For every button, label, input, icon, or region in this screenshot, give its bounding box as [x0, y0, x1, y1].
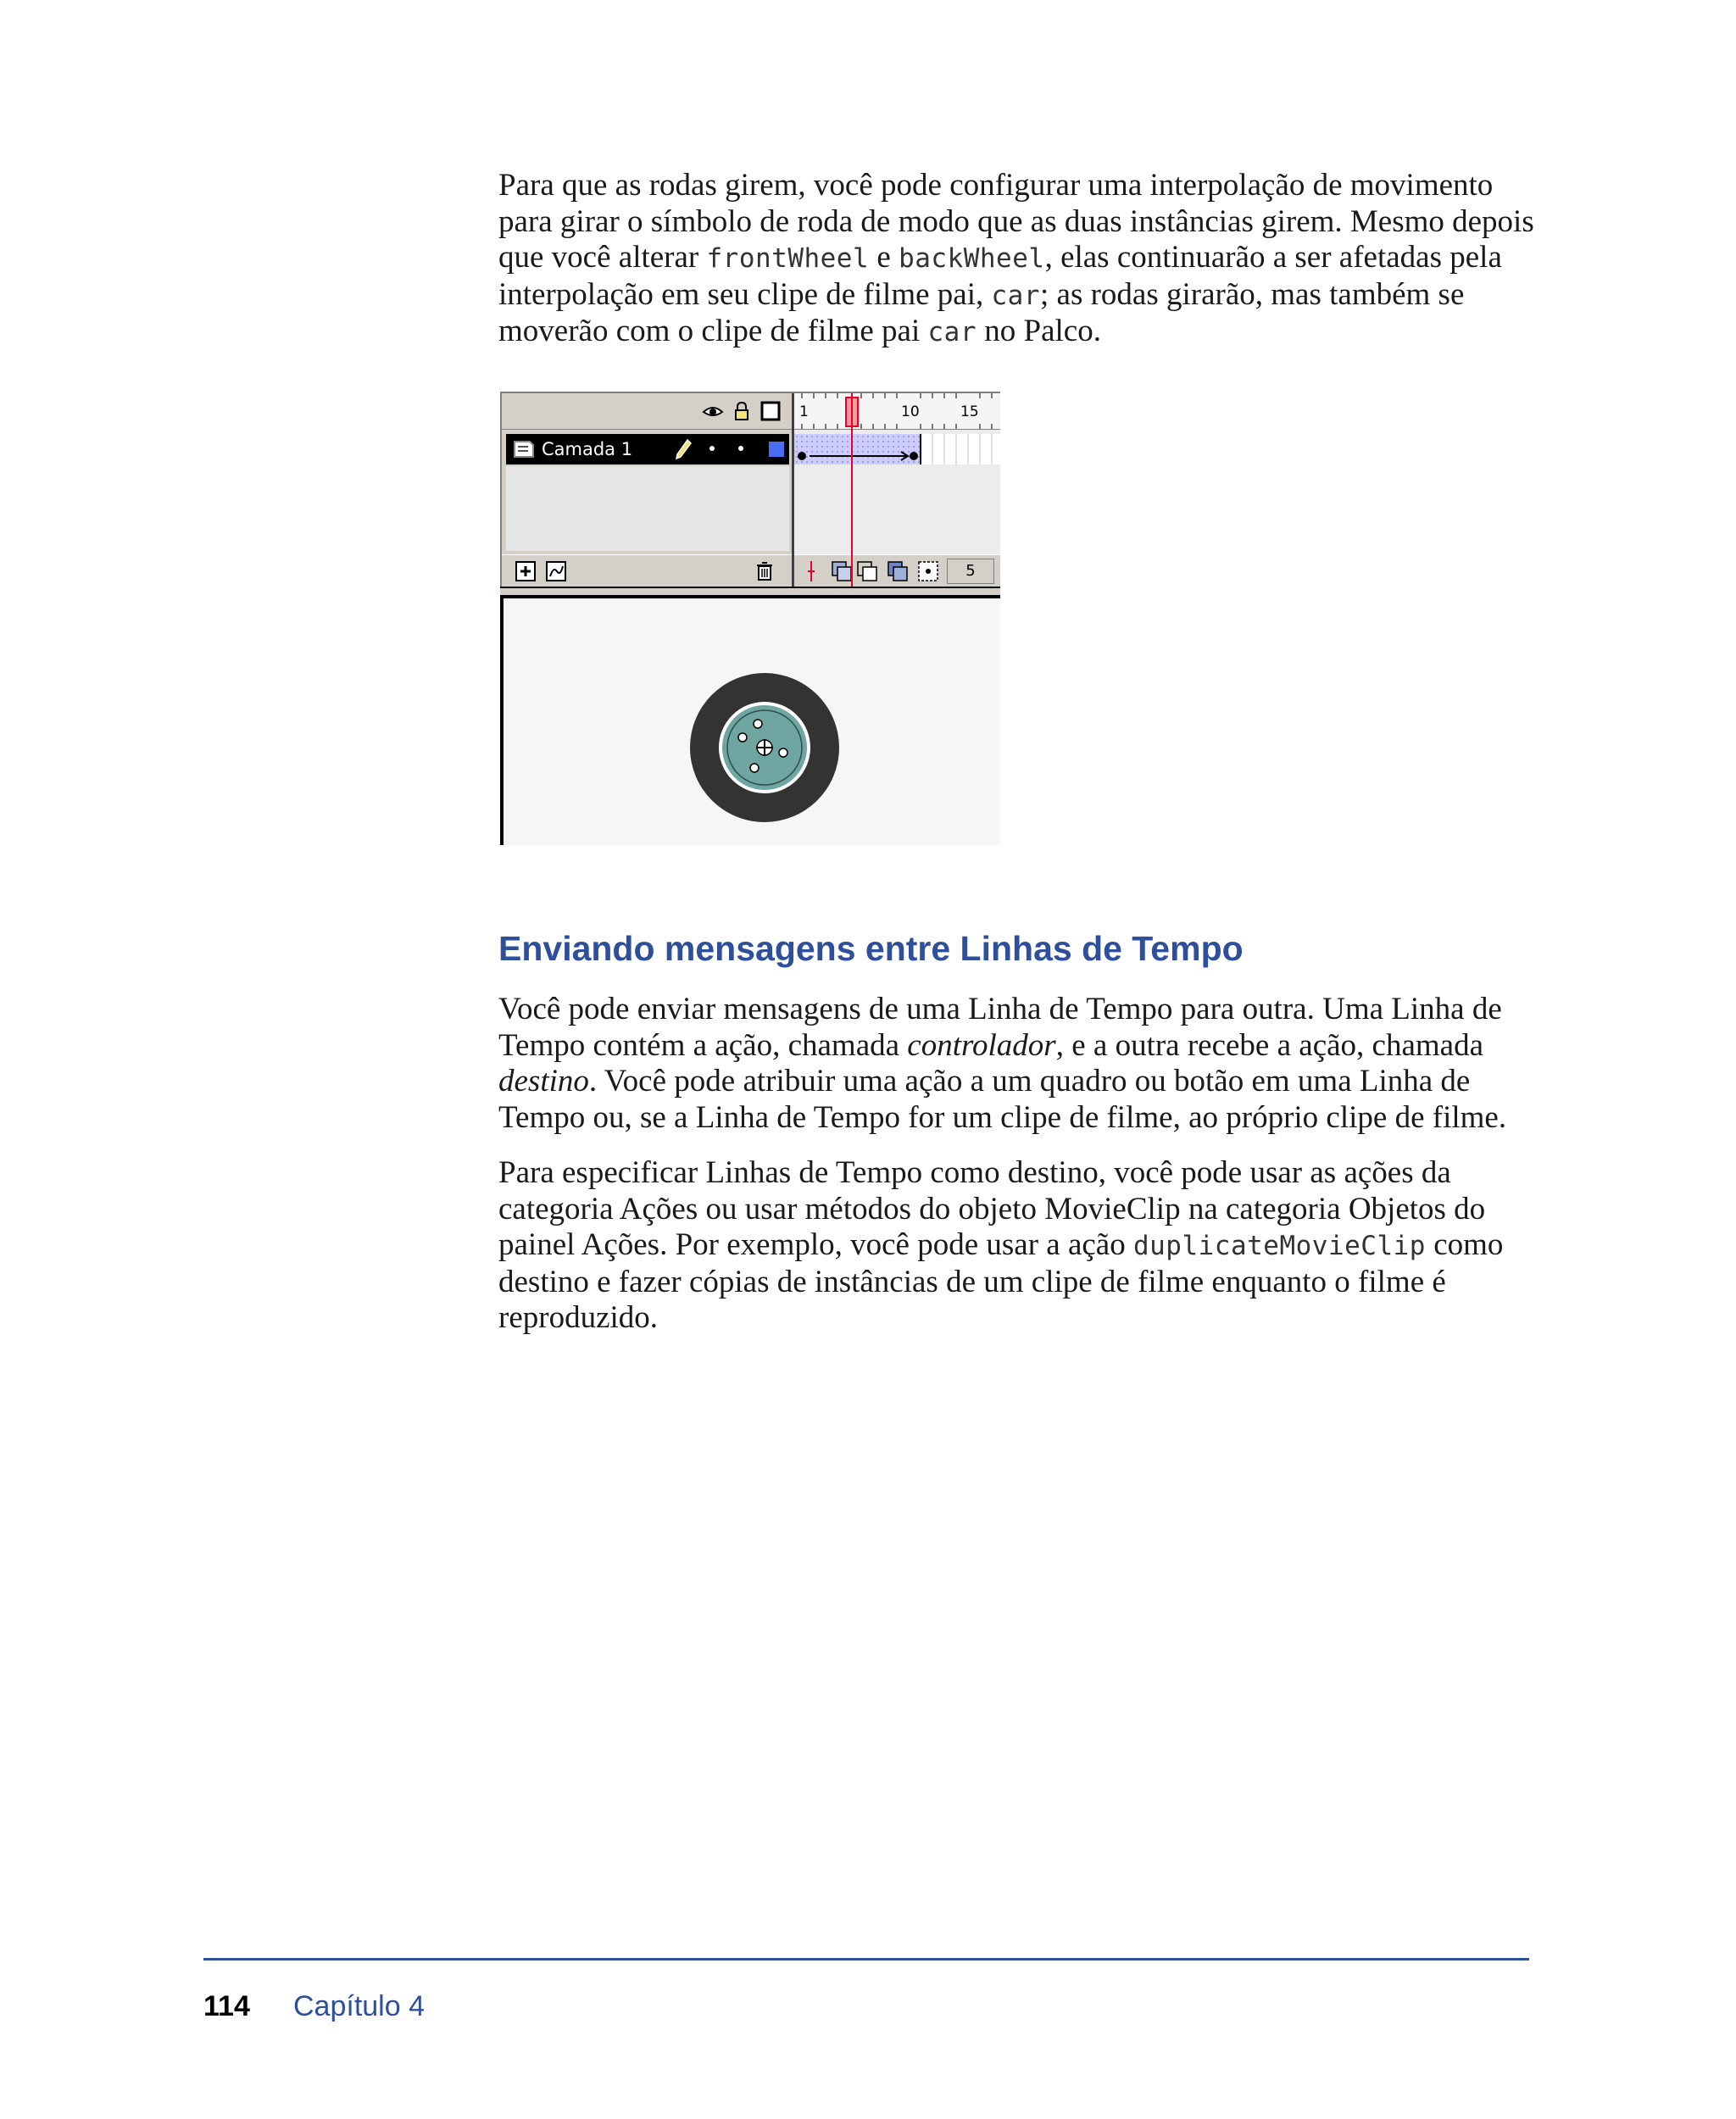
paragraph-targets [498, 1155, 1543, 1337]
center-frame-icon[interactable] [799, 559, 823, 583]
ruler-label: 1 [799, 403, 809, 420]
code-duplicatemovieclip: duplicateMovieClip [1132, 1231, 1426, 1261]
frame-ruler[interactable] [794, 393, 1000, 430]
layers-footer [502, 554, 792, 587]
text-span: ; as rodas girarão, mas também se moverão com o clipe de filme pai [498, 276, 1465, 348]
add-layer-icon[interactable] [514, 559, 537, 583]
trash-icon[interactable] [753, 559, 776, 583]
empty-frames [921, 434, 1000, 464]
text-span: e [869, 240, 899, 275]
code-car: car [927, 317, 977, 348]
motion-tween-span[interactable] [794, 434, 921, 464]
term-destino: destino [498, 1064, 589, 1098]
page-number: 114 [203, 1990, 250, 2022]
paragraph-intro [498, 168, 1543, 351]
tween-arrow [794, 434, 920, 464]
text-span: Para que as rodas girem, você pode configurar uma interpolação de movimento para girar o símbolo de roda de modo que as duas instâncias girem. Mesmo depois que você alterar [498, 168, 1534, 275]
playhead-line [851, 393, 853, 587]
add-guide-layer-icon[interactable] [544, 559, 568, 583]
text-span: Você pode enviar mensagens de uma Linha de Tempo para outra. Uma Linha de Tempo contém a ação, chamada [498, 992, 1502, 1063]
code-frontwheel: frontWheel [706, 243, 870, 274]
text-span: como destino e fazer cópias de instâncias de um clipe de filme enquanto o filme é reproduzido. [498, 1227, 1504, 1335]
lock-icon[interactable] [731, 400, 753, 422]
stage-separator [500, 587, 1000, 595]
layer-row[interactable] [506, 434, 789, 464]
modify-onion-markers-icon[interactable] [916, 559, 940, 583]
text-span: no Palco. [976, 314, 1101, 348]
pencil-icon [674, 438, 693, 460]
edit-multiple-frames-icon[interactable] [886, 559, 910, 583]
frame-row[interactable] [794, 434, 1000, 464]
ruler-label: 15 [960, 403, 979, 420]
frames-pane [794, 393, 1000, 587]
text-span: , e a outra recebe a ação, chamada [1055, 1027, 1484, 1063]
wheel-symbol[interactable] [688, 671, 841, 824]
lock-dot[interactable] [738, 446, 743, 451]
current-frame-field[interactable]: 5 [947, 559, 994, 584]
chapter-label: Capítulo 4 [293, 1990, 425, 2022]
layers-header [502, 393, 792, 430]
text-span: . Você pode atribuir uma ação a um quadro ou botão em uma Linha de Tempo ou, se a Linha de Tempo for um clipe de filme, ao próprio clipe de filme. [498, 1064, 1507, 1135]
term-controlador: controlador [907, 1027, 1056, 1063]
ruler-label: 10 [901, 403, 920, 420]
onion-skin-icon[interactable] [830, 559, 854, 583]
layer-icon [513, 440, 535, 459]
layer-name: Camada 1 [542, 439, 633, 459]
outline-icon[interactable] [760, 400, 782, 422]
footer-rule [203, 1958, 1529, 1960]
eye-icon[interactable] [702, 400, 724, 422]
text-span: Para especificar Linhas de Tempo como destino, você pode usar as ações da categoria Ações ou usar métodos do objeto MovieClip na categoria Objetos do painel Ações. Por exemplo, você pode usar a ação [498, 1155, 1486, 1262]
layers-empty-area [506, 466, 789, 551]
section-heading: Enviando mensagens entre Linhas de Tempo [498, 929, 1244, 968]
text-span: , elas continuarão a ser afetadas pela interpolação em seu clipe de filme pai, [498, 240, 1502, 312]
timeline-screenshot-figure [500, 392, 1000, 845]
code-backwheel: backWheel [899, 243, 1045, 274]
timeline-panel [500, 392, 1000, 587]
paragraph-messages [498, 992, 1543, 1136]
layer-color-swatch[interactable] [769, 442, 784, 457]
code-car: car [991, 280, 1040, 311]
visibility-dot[interactable] [709, 446, 715, 451]
layers-pane [502, 393, 794, 587]
frames-footer [794, 554, 1000, 587]
onion-skin-outlines-icon[interactable] [855, 559, 879, 583]
